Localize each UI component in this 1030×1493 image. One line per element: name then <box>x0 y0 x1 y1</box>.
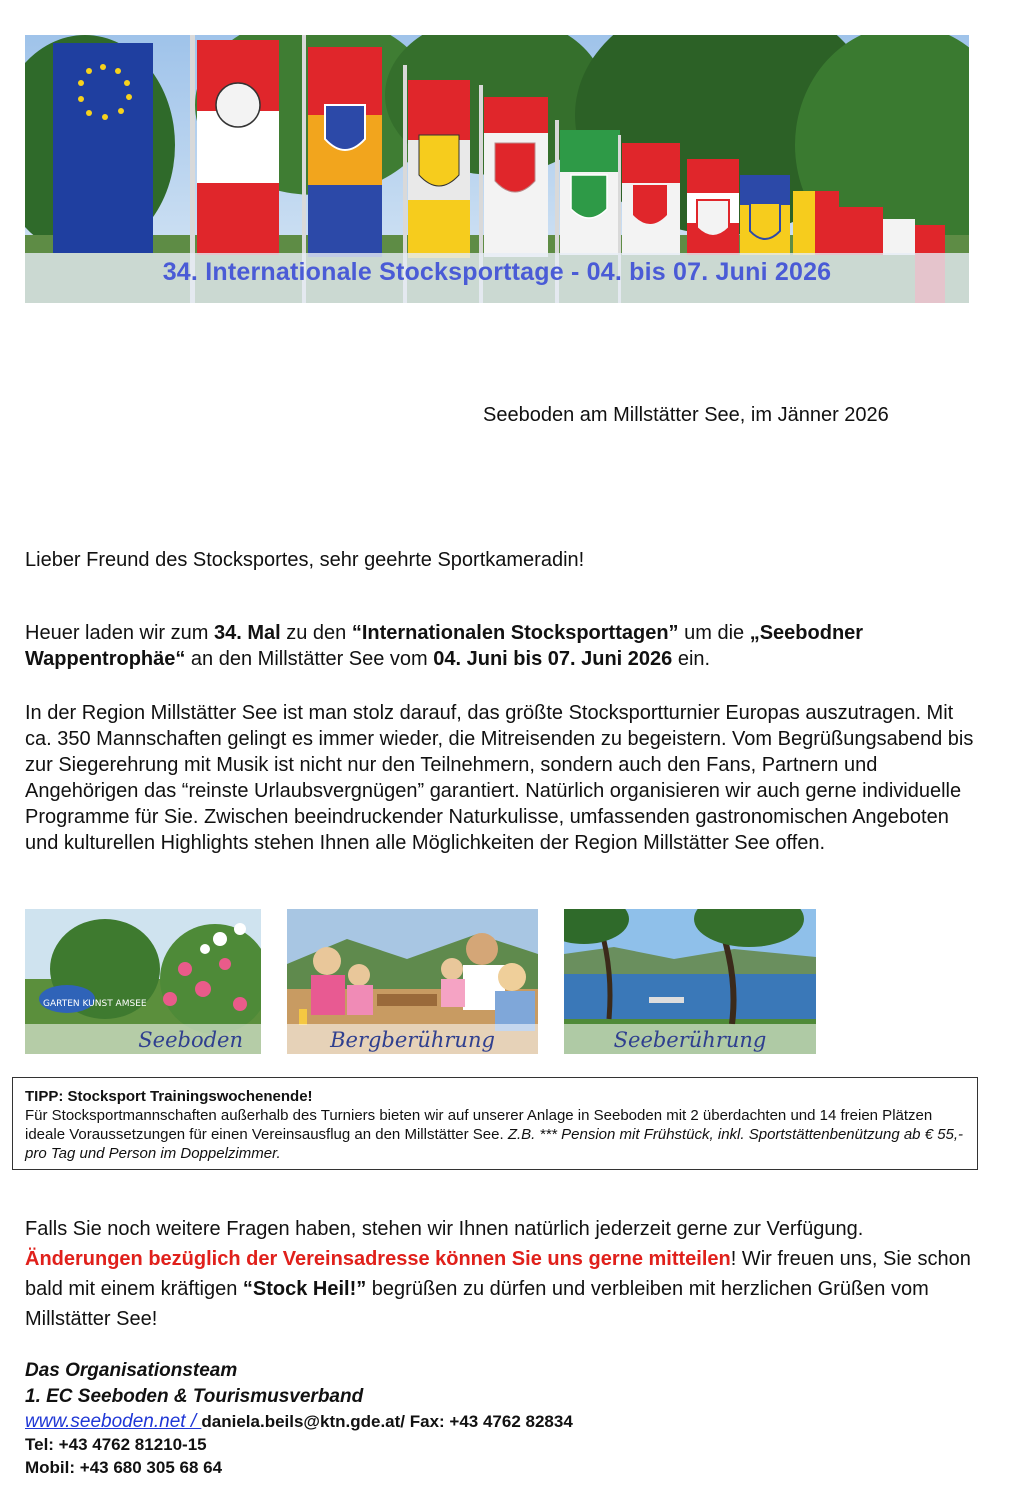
tip-title: TIPP: Stocksport Trainingswochenende! <box>25 1088 313 1105</box>
phone: Tel: +43 4762 81210-15 <box>25 1435 207 1454</box>
thumbnail-seeboden <box>25 909 261 1054</box>
thumbnail-label: Seeboden <box>138 1028 243 1052</box>
intro-text: um die <box>678 622 750 644</box>
intro-text: an den Millstätter See vom <box>185 648 434 670</box>
stock-heil-greeting: “Stock Heil!” <box>242 1278 367 1300</box>
email-fax: daniela.beils@ktn.gde.at/ Fax: +43 4762 82834 <box>201 1412 573 1431</box>
banner-title: 34. Internationale Stocksporttage - 04. bis 07. Juni 2026 <box>162 258 832 286</box>
closing-paragraph <box>25 1214 985 1334</box>
intro-text: ein. <box>672 648 711 670</box>
address-change-notice: Änderungen bezüglich der Vereinsadresse können Sie uns gerne mitteilen <box>25 1248 731 1270</box>
banner-image <box>25 35 969 303</box>
greeting: Lieber Freund des Stocksportes, sehr geehrte Sportkameradin! <box>25 549 585 571</box>
tip-text <box>25 1106 965 1163</box>
signature-block <box>25 1358 573 1479</box>
mobile: Mobil: +43 680 305 68 64 <box>25 1458 223 1477</box>
website-link[interactable]: www.seeboden.net / <box>25 1411 202 1432</box>
tip-body: Für Stocksportmannschaften außerhalb des Turniers bieten wir auf unserer Anlage in Seeboden mit 2 überdachten und 14 freien Plätzen ideale Voraussetzungen für einen Vereinsausflug an den Millstätter See. <box>25 1107 933 1143</box>
intro-count: 34. Mal <box>213 622 281 644</box>
thumbnail-label: Seeberührung <box>613 1028 767 1052</box>
region-paragraph: In der Region Millstätter See ist man stolz darauf, das größte Stocksportturnier Europas auszutragen. Mit ca. 350 Mannschaften gelingt es immer wieder, die Mitreisenden zu begeistern. Vom Begrüßungsabend bis zur Siegerehrung mit Musik ist nicht nur den Teilnehmern, sondern auch den Fans, Partnern und Angehörigen das “reinste Urlaubsvergnügen” garantiert. Natürlich organisieren wir auch gerne individuelle Programme für Sie. Zwischen beeindruckender Naturkulisse, umfassenden gastronomischen Angeboten und kulturellen Highlights stehen Ihnen alle Möglichkeiten der Region Millstätter See offen. <box>25 702 974 854</box>
thumbnail-seeberuehrung <box>564 909 816 1054</box>
signature-org: 1. EC Seeboden & Tourismusverband <box>25 1386 364 1407</box>
tip-offer: Z.B. *** Pension mit Frühstück, inkl. Sportstättenbenützung ab € 55,- pro Tag und Person im Doppelzimmer. <box>25 1126 964 1162</box>
intro-dates: 04. Juni bis 07. Juni 2026 <box>433 648 673 670</box>
intro-event-name: “Internationalen Stocksporttagen” <box>351 622 679 644</box>
intro-trophy-name: „Seebodner Wappentrophäe“ <box>25 622 864 670</box>
intro-text: zu den <box>280 622 352 644</box>
date-line: Seeboden am Millstätter See, im Jänner 2026 <box>483 404 889 426</box>
signature-team: Das Organisationsteam <box>25 1360 238 1381</box>
contact-lines <box>25 1410 573 1479</box>
closing-text: Falls Sie noch weitere Fragen haben, stehen wir Ihnen natürlich jederzeit gerne zur Verfügung. <box>25 1218 864 1240</box>
tip-box <box>12 1077 978 1170</box>
closing-text: ! Wir freuen uns, Sie schon bald mit einem kräftigen <box>25 1248 971 1300</box>
intro-paragraph <box>25 620 985 672</box>
thumbnail-label: Bergberührung <box>330 1028 495 1052</box>
intro-text: Heuer laden wir zum <box>25 622 214 644</box>
closing-text: begrüßen zu dürfen und verbleiben mit herzlichen Grüßen vom Millstätter See! <box>25 1278 929 1330</box>
thumbnail-bergberuehrung <box>287 909 538 1054</box>
garten-badge: GARTEN KUNST AMSEE <box>43 999 147 1009</box>
